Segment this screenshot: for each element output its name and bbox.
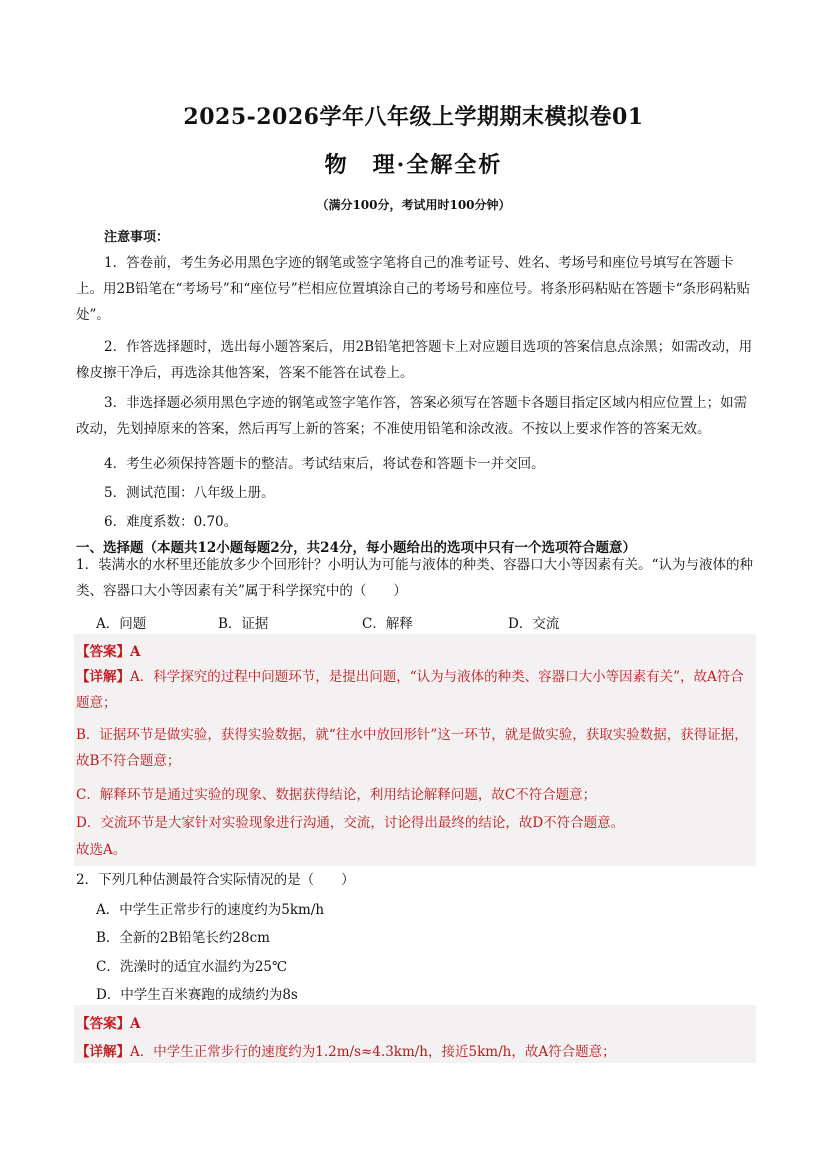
notice-item-1 — [76, 250, 756, 328]
page-subtitle: 物 理·全解全析 — [324, 152, 503, 178]
q1-option-c: C．解释 — [362, 616, 413, 632]
notice-item-6: 6．难度系数：0.70。 — [104, 514, 238, 530]
q1-detail-a-text: A．科学探究的过程中问题环节，是提出问题，“认为与液体的种类、容器口大小等因素有关”，故A符合题意； — [76, 669, 744, 711]
q1-answer-label: 【答案】 — [76, 644, 130, 660]
q1-conclusion: 故选A。 — [76, 842, 127, 858]
q1-answer — [76, 640, 140, 660]
q1-answer-value: A — [130, 644, 141, 660]
q1-detail-d: D．交流环节是大家针对实验现象进行沟通，交流，讨论得出最终的结论，故D不符合题意。 — [76, 815, 625, 831]
section-heading: 一、选择题（本题共12小题每题2分，共24分，每小题给出的选项中只有一个选项符合题意） — [76, 540, 636, 556]
notice-item-5: 5．测试范围：八年级上册。 — [104, 485, 275, 501]
q1-option-a: A．问题 — [96, 616, 147, 632]
score-note: （满分100分，考试用时100分钟） — [316, 198, 511, 212]
q1-detail-a — [76, 664, 754, 716]
q2-detail-a — [76, 1040, 616, 1060]
q1-detail-b: B．证据环节是做实验，获得实验数据，就“往水中放回形针”这一环节，就是做实验，获取实验数据，获得证据，故B不符合题意； — [76, 727, 748, 769]
notice-item-1-text: 1．答卷前，考生务必用黑色字迹的钢笔或签字笔将自己的准考证号、姓名、考场号和座位号填写在答题卡上。用2B铅笔在“考场号”和“座位号”栏相应位置填涂自己的考场号和座位号。将条形码粘贴在答题卡“条形码粘贴处”。 — [76, 255, 751, 323]
q1-option-d: D．交流 — [508, 616, 560, 632]
q1-stem: 1．装满水的水杯里还能放多少个回形针？小明认为可能与液体的种类、容器口大小等因素有关。“认为与液体的种类、容器口大小等因素有关”属于科学探究中的（ ） — [76, 557, 753, 599]
notice-item-4: 4．考生必须保持答题卡的整洁。考试结束后，将试卷和答题卡一并交回。 — [104, 456, 545, 472]
q2-detail-label: 【详解】 — [76, 1044, 130, 1060]
notice-item-3 — [76, 390, 756, 442]
q2-answer-label: 【答案】 — [76, 1016, 130, 1032]
q2-answer-value: A — [130, 1016, 141, 1032]
q2-option-d: D．中学生百米赛跑的成绩约为8s — [96, 987, 298, 1003]
notice-item-3-text: 3．非选择题必须用黑色字迹的钢笔或签字笔作答，答案必须写在答题卡各题目指定区域内相应位置上；如需改动，先划掉原来的答案，然后再写上新的答案；不准使用铅笔和涂改液。不按以上要求作答的答案无效。 — [76, 395, 748, 437]
q2-option-b: B．全新的2B铅笔长约28cm — [96, 930, 270, 946]
q2-detail-a-text: A．中学生正常步行的速度约为1.2m/s≈4.3km/h，接近5km/h，故A符合题意； — [130, 1044, 616, 1060]
q2-answer — [76, 1012, 140, 1032]
q1-detail-c: C．解释环节是通过实验的现象、数据获得结论，利用结论解释问题，故C不符合题意； — [76, 787, 597, 803]
notice-item-2-text: 2．作答选择题时，选出每小题答案后，用2B铅笔把答题卡上对应题目选项的答案信息点涂黑；如需改动，用橡皮擦干净后，再选涂其他答案，答案不能答在试卷上。 — [76, 339, 753, 381]
notice-item-2 — [76, 334, 756, 386]
q1-option-b: B．证据 — [218, 616, 269, 632]
page-title: 2025-2026学年八年级上学期期末模拟卷01 — [183, 104, 644, 130]
q2-option-c: C．洗澡时的适宜水温约为25℃ — [96, 959, 288, 975]
q2-stem: 2．下列几种估测最符合实际情况的是（ ） — [76, 872, 355, 888]
q1-detail-label: 【详解】 — [76, 669, 130, 685]
q2-option-a: A．中学生正常步行的速度约为5km/h — [96, 902, 325, 918]
notice-heading: 注意事项： — [104, 230, 170, 245]
